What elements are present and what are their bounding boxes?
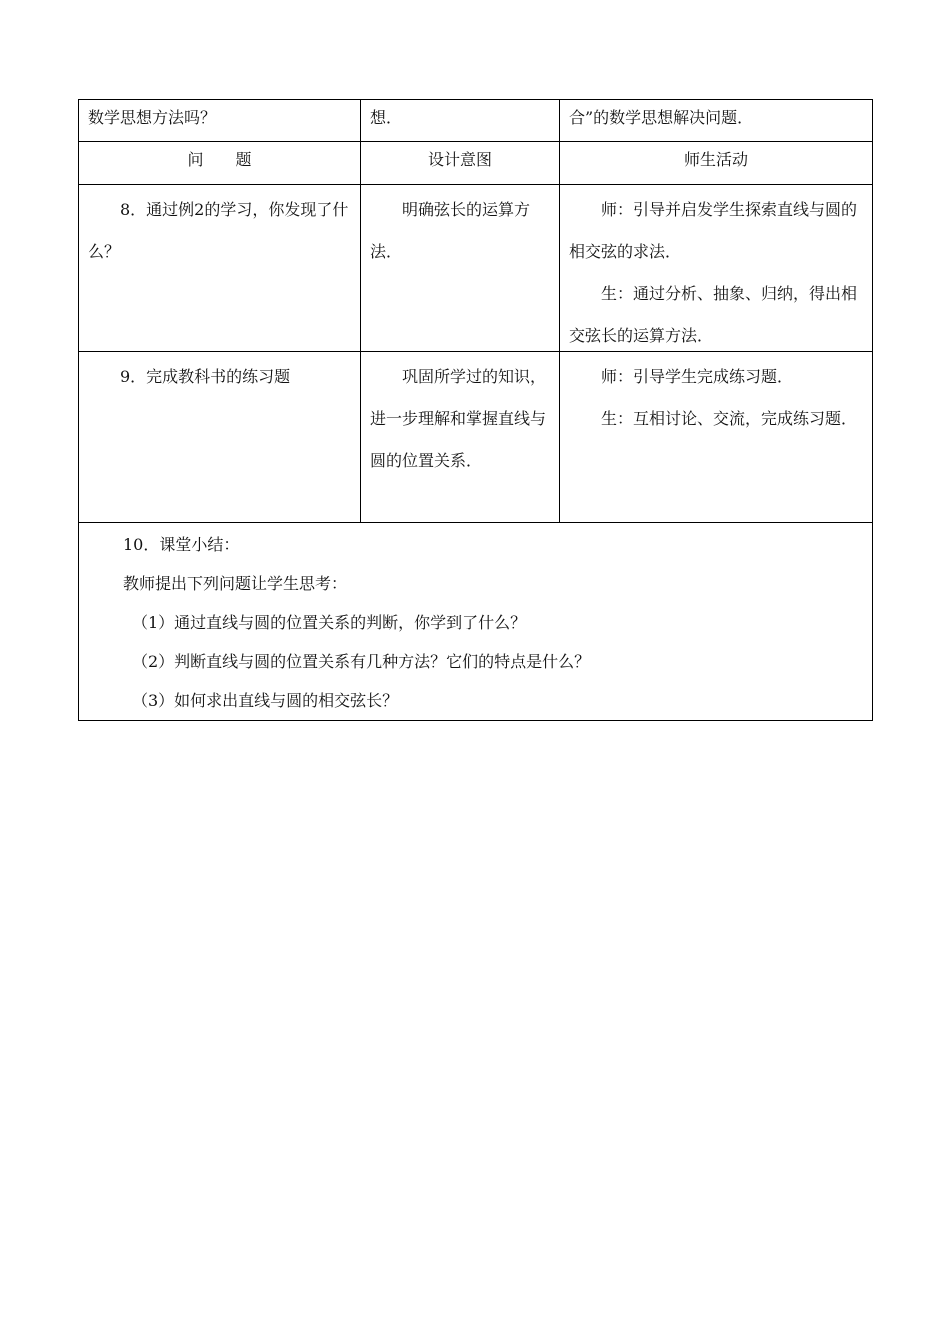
summary-title: 10．课堂小结： [123, 535, 240, 554]
table-row [79, 352, 872, 523]
lesson-plan-table [78, 99, 873, 721]
activity-cell [560, 185, 872, 351]
class-summary [79, 523, 590, 720]
teacher-activity: 师：引导并启发学生探索直线与圆的相交弦的求法． [569, 200, 858, 261]
intent-cell: 明确弦长的运算方法． [361, 185, 560, 351]
summary-item: （3）如何求出直线与圆的相交弦长？ [132, 691, 399, 710]
header-question: 问 题 [79, 142, 361, 184]
summary-item: （2）判断直线与圆的位置关系有几种方法？它们的特点是什么？ [132, 652, 591, 671]
table-row [79, 185, 872, 352]
student-activity: 生：互相讨论、交流，完成练习题． [601, 409, 858, 428]
question-cell: 9．完成教科书的练习题 [79, 352, 361, 522]
header-activity: 师生活动 [683, 150, 748, 169]
table-header-row [79, 142, 872, 185]
question-cell: 数学思想方法吗？ [79, 100, 361, 141]
header-intent: 设计意图 [361, 142, 560, 184]
summary-item: （1）通过直线与圆的位置关系的判断，你学到了什么？ [132, 613, 527, 632]
activity-cell: 合”的数学思想解决问题． [569, 108, 754, 127]
summary-intro: 教师提出下列问题让学生思考： [123, 574, 348, 593]
activity-cell [560, 352, 872, 522]
summary-row [79, 523, 872, 720]
question-cell: 8．通过例2的学习，你发现了什么？ [79, 185, 361, 351]
table-row [79, 100, 872, 142]
intent-cell: 想． [361, 100, 560, 141]
teacher-activity: 师：引导学生完成练习题． [601, 367, 794, 386]
student-activity: 生：通过分析、抽象、归纳，得出相交弦长的运算方法． [569, 284, 858, 345]
intent-cell: 巩固所学过的知识，进一步理解和掌握直线与圆的位置关系． [361, 352, 560, 522]
